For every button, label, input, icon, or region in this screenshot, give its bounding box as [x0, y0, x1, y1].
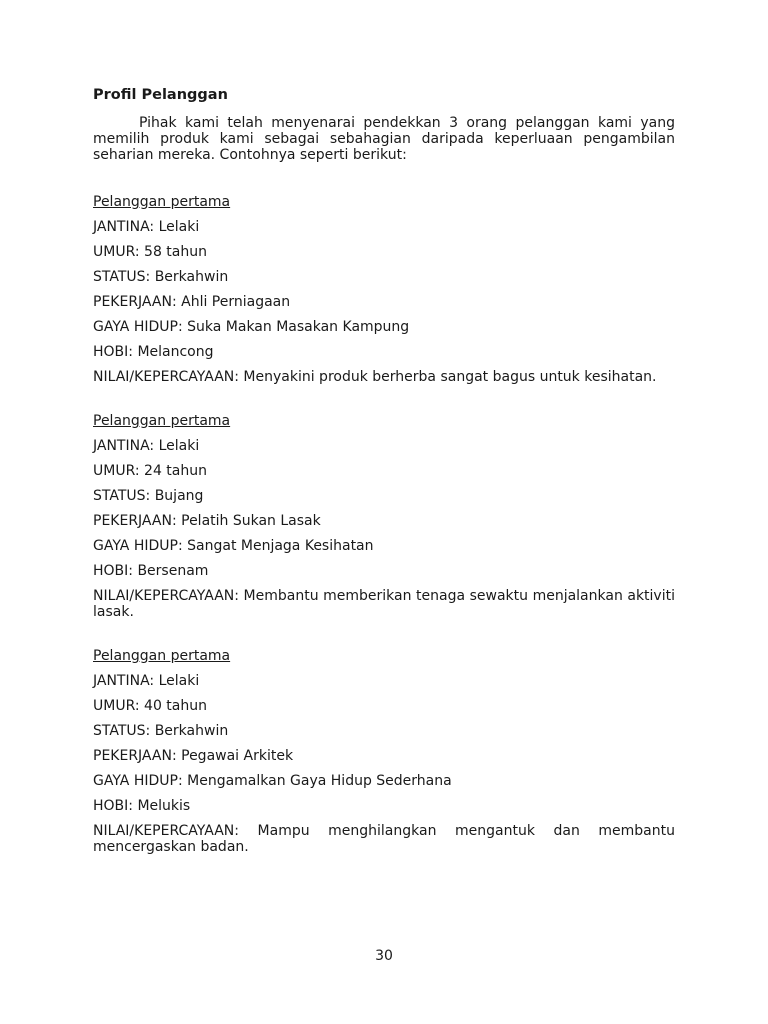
intro-paragraph: Pihak kami telah menyenarai pendekkan 3 orang pelanggan kami yang memilih produk kami sebagai sebahagian daripada keperluaan pengambilan seharian mereka. Contohnya seperti berikut: [93, 115, 675, 163]
field-value: Ahli Perniagaan [181, 294, 291, 310]
field-label: HOBI : [93, 563, 133, 579]
field-value: Mengamalkan Gaya Hidup Sederhana [187, 773, 452, 789]
field-label: PEKERJAAN : [93, 513, 177, 529]
field-value: Mampu menghilangkan mengantuk dan membantu mencergaskan badan. [93, 823, 675, 855]
field-value: Pelatih Sukan Lasak [181, 513, 321, 529]
field-status [93, 723, 675, 739]
field-value: Bersenam [137, 563, 209, 579]
field-value: Menyakini produk berherba sangat bagus untuk kesihatan. [243, 369, 657, 385]
field-umur [93, 463, 675, 479]
page-number: 30 [375, 948, 393, 964]
field-label: HOBI : [93, 344, 133, 360]
field-status [93, 269, 675, 285]
field-pekerjaan [93, 294, 675, 310]
field-label: UMUR : [93, 698, 140, 714]
field-label: JANTINA : [93, 438, 154, 454]
field-hobi [93, 344, 675, 360]
document-page [93, 86, 675, 855]
field-gaya-hidup [93, 773, 675, 789]
field-label: STATUS : [93, 723, 150, 739]
field-jantina [93, 438, 675, 454]
field-nilai-kepercayaan [93, 823, 675, 855]
field-value: Berkahwin [154, 269, 229, 285]
field-value: Berkahwin [154, 723, 229, 739]
field-jantina [93, 673, 675, 689]
customer-profile-2 [93, 413, 675, 620]
field-label: NILAI/KEPERCAYAAN : [93, 588, 239, 604]
field-label: PEKERJAAN : [93, 748, 177, 764]
field-value: Lelaki [158, 438, 200, 454]
field-value: Lelaki [158, 673, 200, 689]
customer-profile-3 [93, 648, 675, 855]
field-umur [93, 698, 675, 714]
field-label: GAYA HIDUP : [93, 538, 183, 554]
customer-profile-1 [93, 194, 675, 385]
field-hobi [93, 563, 675, 579]
field-value: Melancong [137, 344, 214, 360]
field-value: Membantu memberikan tenaga sewaktu menjalankan aktiviti lasak. [93, 588, 675, 620]
field-value: 58 tahun [144, 244, 207, 260]
field-value: Sangat Menjaga Kesihatan [187, 538, 374, 554]
field-pekerjaan [93, 513, 675, 529]
field-label: GAYA HIDUP : [93, 773, 183, 789]
field-status [93, 488, 675, 504]
document-heading: Profil Pelanggan [93, 87, 228, 103]
field-label: NILAI/KEPERCAYAAN : [93, 369, 239, 385]
field-value: Pegawai Arkitek [181, 748, 294, 764]
field-label: STATUS : [93, 488, 150, 504]
field-value: Bujang [154, 488, 204, 504]
field-label: UMUR : [93, 463, 140, 479]
field-label: JANTINA : [93, 673, 154, 689]
field-value: Lelaki [158, 219, 200, 235]
customer-title: Pelanggan pertama [93, 413, 231, 429]
field-pekerjaan [93, 748, 675, 764]
customer-title: Pelanggan pertama [93, 194, 231, 210]
field-value: Melukis [137, 798, 191, 814]
field-value: 24 tahun [144, 463, 207, 479]
field-label: JANTINA : [93, 219, 154, 235]
field-umur [93, 244, 675, 260]
field-hobi [93, 798, 675, 814]
field-label: STATUS : [93, 269, 150, 285]
field-label: PEKERJAAN : [93, 294, 177, 310]
field-label: GAYA HIDUP : [93, 319, 183, 335]
field-value: Suka Makan Masakan Kampung [187, 319, 410, 335]
field-gaya-hidup [93, 319, 675, 335]
field-nilai-kepercayaan [93, 588, 675, 620]
field-label: HOBI : [93, 798, 133, 814]
field-nilai-kepercayaan [93, 369, 675, 385]
customer-title: Pelanggan pertama [93, 648, 231, 664]
field-jantina [93, 219, 675, 235]
field-label: UMUR : [93, 244, 140, 260]
field-label: NILAI/KEPERCAYAAN : [93, 823, 239, 839]
field-gaya-hidup [93, 538, 675, 554]
field-value: 40 tahun [144, 698, 207, 714]
